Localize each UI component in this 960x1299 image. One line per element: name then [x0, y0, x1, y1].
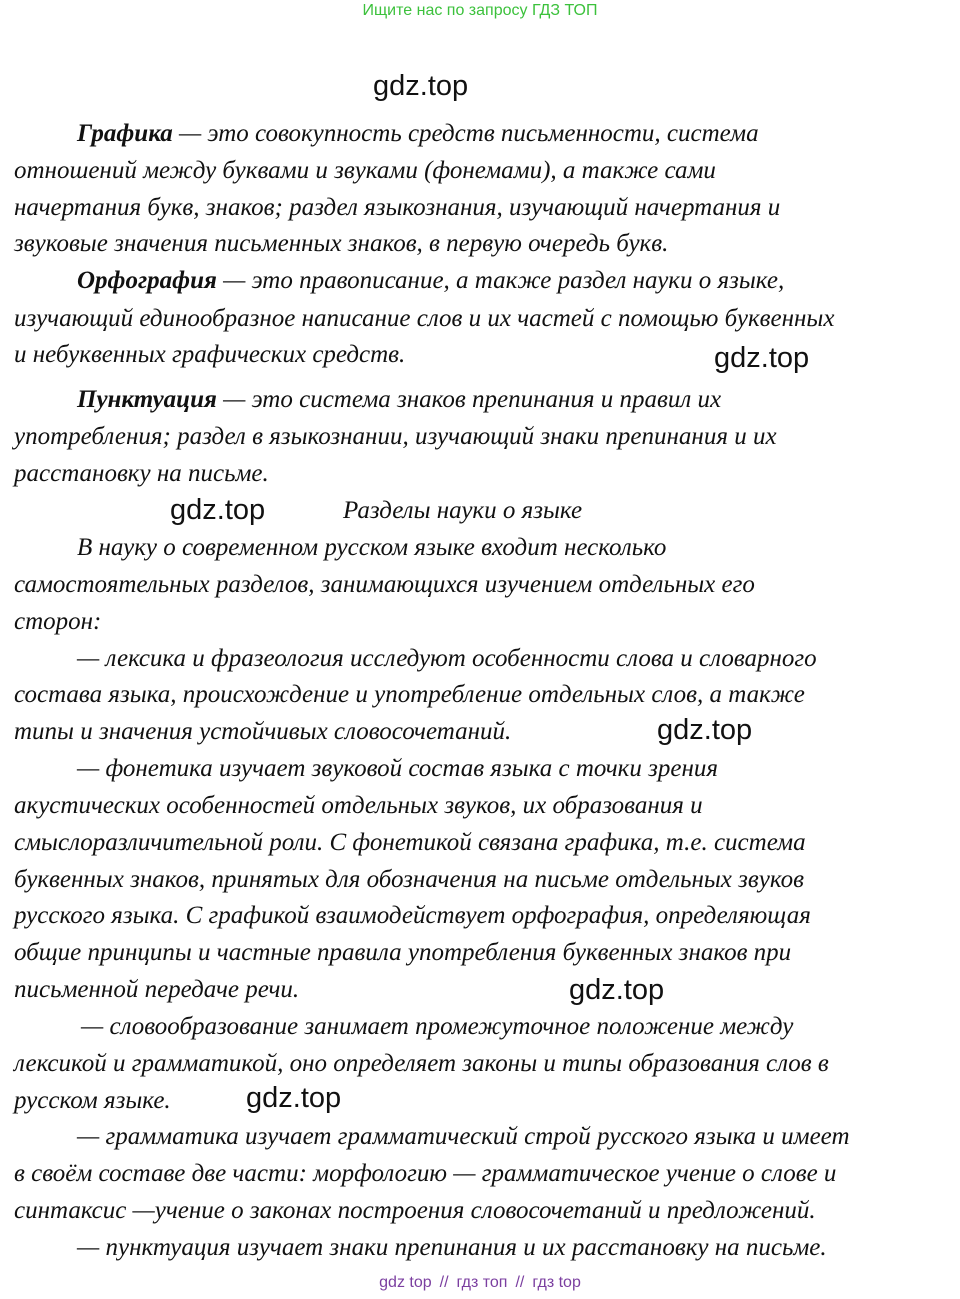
grammatika-line: — грамматика изучает грамматический строй русского языка и имеет — [77, 1123, 850, 1150]
grammatika-line: в своём составе две части: морфологию — грамматическое учение о слове и — [14, 1160, 837, 1187]
paragraph-grafika-line: отношений между буквами и звуками (фонемами), а также сами — [14, 157, 716, 184]
fonetika-line: смыслоразличительной роли. С фонетикой связана графика, т.е. система — [14, 829, 806, 856]
term-punktuaciya: Пунктуация — [77, 386, 217, 413]
leksika-line: типы и значения устойчивых словосочетаний. — [14, 718, 512, 745]
leksika-line: состава языка, происхождение и употребление отдельных слов, а также — [14, 681, 805, 708]
grammatika-line: синтаксис —учение о законах построения словосочетаний и предложений. — [14, 1197, 816, 1224]
leksika-line: — лексика и фразеология исследуют особенности слова и словарного — [77, 645, 817, 672]
intro-line: В науку о современном русском языке входит несколько — [77, 534, 667, 561]
fonetika-line: — фонетика изучает звуковой состав языка с точки зрения — [77, 755, 718, 782]
slovoobrazovanie-line: — словообразование занимает промежуточное положение между — [81, 1013, 794, 1040]
term-grafika: Графика — [77, 120, 173, 147]
punktuaciya2-line: — пунктуация изучает знаки препинания и их расстановку на письме. — [77, 1234, 827, 1261]
footer-separator: // — [439, 1274, 449, 1291]
top-banner: Ищите нас по запросу ГДЗ ТОП — [362, 2, 598, 19]
slovoobrazovanie-line: русском языке. — [14, 1087, 171, 1114]
watermark: gdz.top — [714, 342, 810, 374]
fonetika-line: письменной передаче речи. — [14, 976, 300, 1003]
paragraph-orfografiya-line: и небуквенных графических средств. — [14, 341, 406, 368]
footer-link-gdz-top[interactable]: gdz top — [379, 1274, 432, 1291]
slovoobrazovanie-line: лексикой и грамматикой, оно определяет законы и типы образования слов в — [14, 1050, 829, 1077]
footer-link-gdz-top-mixed[interactable]: гдз top — [532, 1274, 581, 1291]
intro-line: сторон: — [14, 608, 102, 635]
paragraph-punktuaciya-line: употребления; раздел в языкознании, изучающий знаки препинания и их — [14, 423, 777, 450]
footer-separator: // — [515, 1274, 525, 1291]
watermark: gdz.top — [373, 70, 469, 102]
intro-line: самостоятельных разделов, занимающихся изучением отдельных его — [14, 571, 755, 598]
paragraph-orfografiya-line — [77, 267, 784, 295]
paragraph-grafika-line — [77, 120, 759, 148]
footer-links — [0, 1274, 960, 1292]
paragraph-punktuaciya-line — [77, 386, 721, 414]
watermark: gdz.top — [170, 494, 266, 526]
orfografiya-text: — это правописание, а также раздел науки о языке, — [216, 267, 785, 294]
watermark: gdz.top — [569, 974, 665, 1006]
footer-link-gdz-top-ru[interactable]: гдз топ — [456, 1274, 508, 1291]
section-title: Разделы науки о языке — [343, 497, 583, 524]
paragraph-orfografiya-line: изучающий единообразное написание слов и их частей с помощью буквенных — [14, 305, 835, 332]
paragraph-punktuaciya-line: расстановку на письме. — [14, 460, 269, 487]
watermark: gdz.top — [246, 1082, 342, 1114]
grafika-text: — это совокупность средств письменности, система — [172, 120, 759, 147]
punktuaciya-text: — это система знаков препинания и правил их — [216, 386, 722, 413]
fonetika-line: русского языка. С графикой взаимодействует орфография, определяющая — [14, 902, 811, 929]
fonetika-line: акустических особенностей отдельных звуков, их образования и — [14, 792, 703, 819]
paragraph-grafika-line: звуковые значения письменных знаков, в первую очередь букв. — [14, 230, 669, 257]
paragraph-grafika-line: начертания букв, знаков; раздел языкознания, изучающий начертания и — [14, 194, 781, 221]
fonetika-line: буквенных знаков, принятых для обозначения на письме отдельных звуков — [14, 866, 804, 893]
fonetika-line: общие принципы и частные правила употребления буквенных знаков при — [14, 939, 792, 966]
watermark: gdz.top — [657, 714, 753, 746]
term-orfografiya: Орфография — [77, 267, 217, 294]
